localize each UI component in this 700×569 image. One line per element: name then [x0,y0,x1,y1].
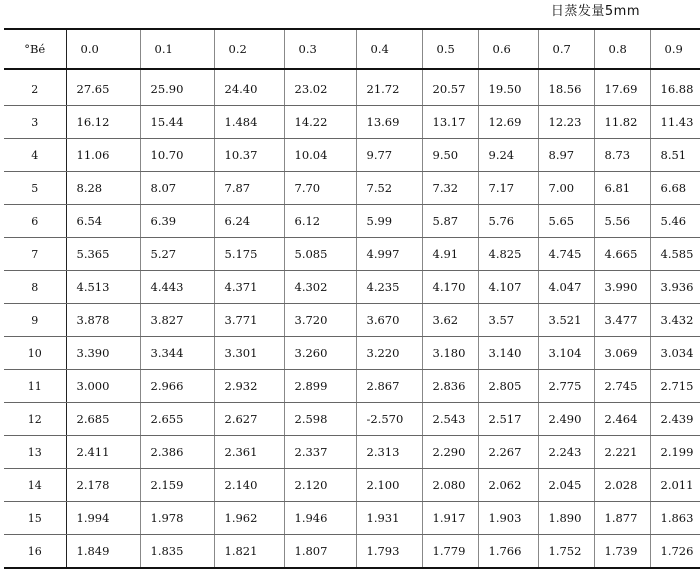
row-label: 15 [4,502,66,535]
table-cell: 6.39 [140,205,214,238]
table-cell: 3.180 [422,337,478,370]
table-cell: 2.899 [284,370,356,403]
table-cell: 3.57 [478,304,538,337]
table-cell: 1.917 [422,502,478,535]
table-cell: 2.290 [422,436,478,469]
table-cell: 1.821 [214,535,284,569]
table-row [4,436,700,469]
table-cell: 10.04 [284,139,356,172]
table-cell: 3.936 [650,271,700,304]
table-cell: 9.24 [478,139,538,172]
table-cell: 2.313 [356,436,422,469]
table-cell: 1.484 [214,106,284,139]
table-cell: 2.267 [478,436,538,469]
row-label: 16 [4,535,66,569]
table-cell: 1.835 [140,535,214,569]
header-row [4,29,700,69]
column-header: 0.8 [594,29,650,69]
table-cell: 1.752 [538,535,594,569]
table-cell: 11.06 [66,139,140,172]
table-cell: 4.371 [214,271,284,304]
column-header: 0.5 [422,29,478,69]
table-cell: 3.62 [422,304,478,337]
table-cell: 1.903 [478,502,538,535]
table-cell: 19.50 [478,69,538,106]
column-header: 0.4 [356,29,422,69]
table-cell: 1.766 [478,535,538,569]
table-cell: 2.517 [478,403,538,436]
table-cell: 3.140 [478,337,538,370]
table-cell: 7.70 [284,172,356,205]
table-cell: 4.170 [422,271,478,304]
row-label: 14 [4,469,66,502]
table-cell: 12.69 [478,106,538,139]
table-row [4,337,700,370]
table-cell: 8.73 [594,139,650,172]
table-cell: 2.080 [422,469,478,502]
table-cell: 2.062 [478,469,538,502]
table-row [4,271,700,304]
table-cell: 3.220 [356,337,422,370]
table-cell: 2.011 [650,469,700,502]
table-cell: 3.069 [594,337,650,370]
row-label: 8 [4,271,66,304]
table-cell: 4.235 [356,271,422,304]
table-cell: 2.655 [140,403,214,436]
table-cell: 5.56 [594,205,650,238]
table-cell: 8.28 [66,172,140,205]
table-cell: 2.464 [594,403,650,436]
stub-header: °Bé [4,29,66,69]
table-cell: 3.521 [538,304,594,337]
table-cell: 2.715 [650,370,700,403]
row-label: 6 [4,205,66,238]
table-cell: 7.00 [538,172,594,205]
column-header: 0.2 [214,29,284,69]
table-cell: 3.260 [284,337,356,370]
table-row [4,69,700,106]
table-cell: 2.199 [650,436,700,469]
table-cell: 2.100 [356,469,422,502]
table-row [4,535,700,569]
table-cell: 13.17 [422,106,478,139]
table-cell: 3.670 [356,304,422,337]
table-cell: 3.301 [214,337,284,370]
table-cell: 1.793 [356,535,422,569]
table-cell: 9.50 [422,139,478,172]
table-cell: 8.07 [140,172,214,205]
table-row [4,502,700,535]
table-cell: 2.598 [284,403,356,436]
table-cell: 25.90 [140,69,214,106]
table-row [4,205,700,238]
table-cell: 2.775 [538,370,594,403]
table-cell: 2.337 [284,436,356,469]
table-cell: 5.365 [66,238,140,271]
table-cell: 6.54 [66,205,140,238]
table-cell: 2.243 [538,436,594,469]
table-cell: 20.57 [422,69,478,106]
table-cell: 1.779 [422,535,478,569]
table-cell: 17.69 [594,69,650,106]
table-row [4,172,700,205]
table-cell: 1.978 [140,502,214,535]
table-cell: 27.65 [66,69,140,106]
table-cell: 6.81 [594,172,650,205]
table-cell: 8.97 [538,139,594,172]
table-cell: 4.302 [284,271,356,304]
table-cell: 18.56 [538,69,594,106]
table-cell: 4.047 [538,271,594,304]
table-cell: 10.37 [214,139,284,172]
table-cell: 2.439 [650,403,700,436]
row-label: 12 [4,403,66,436]
table-cell: 2.361 [214,436,284,469]
table-cell: 3.827 [140,304,214,337]
table-cell: 7.52 [356,172,422,205]
table-cell: 2.627 [214,403,284,436]
row-label: 4 [4,139,66,172]
table-cell: 2.159 [140,469,214,502]
column-header: 0.9 [650,29,700,69]
column-header: 0.0 [66,29,140,69]
table-cell: 3.878 [66,304,140,337]
table-cell: 2.966 [140,370,214,403]
table-cell: 1.890 [538,502,594,535]
table-cell: 6.68 [650,172,700,205]
table-cell: 12.23 [538,106,594,139]
column-header: 0.1 [140,29,214,69]
table-cell: 16.88 [650,69,700,106]
table-header [4,29,700,69]
table-cell: 1.877 [594,502,650,535]
table-cell: 4.745 [538,238,594,271]
table-cell: 16.12 [66,106,140,139]
table-cell: 1.739 [594,535,650,569]
table-cell: 3.344 [140,337,214,370]
table-cell: 2.028 [594,469,650,502]
column-header: 0.7 [538,29,594,69]
table-cell: 11.82 [594,106,650,139]
table-cell: 9.77 [356,139,422,172]
table-cell: 5.085 [284,238,356,271]
table-cell: 2.386 [140,436,214,469]
table-row [4,304,700,337]
table-cell: 1.946 [284,502,356,535]
table-cell: 2.120 [284,469,356,502]
table-cell: 3.990 [594,271,650,304]
table-cell: 1.863 [650,502,700,535]
table-cell: 4.107 [478,271,538,304]
data-table [4,28,700,569]
table-row [4,139,700,172]
column-header: 0.6 [478,29,538,69]
table-row [4,370,700,403]
table-row [4,106,700,139]
table-cell: 8.51 [650,139,700,172]
table-cell: 4.665 [594,238,650,271]
table-row [4,469,700,502]
table-cell: 4.585 [650,238,700,271]
table-cell: 2.805 [478,370,538,403]
table-cell: 2.543 [422,403,478,436]
table-cell: 2.836 [422,370,478,403]
table-cell: 7.17 [478,172,538,205]
row-label: 3 [4,106,66,139]
table-cell: 3.720 [284,304,356,337]
table-cell: 4.825 [478,238,538,271]
table-cell: 10.70 [140,139,214,172]
table-cell: 1.726 [650,535,700,569]
table-cell: 2.490 [538,403,594,436]
table-cell: 7.32 [422,172,478,205]
table-cell: 2.932 [214,370,284,403]
table-cell: -2.570 [356,403,422,436]
table-cell: 1.962 [214,502,284,535]
table-cell: 2.745 [594,370,650,403]
table-cell: 5.65 [538,205,594,238]
table-cell: 3.477 [594,304,650,337]
table-cell: 23.02 [284,69,356,106]
table-cell: 4.91 [422,238,478,271]
table-cell: 5.76 [478,205,538,238]
table-cell: 2.221 [594,436,650,469]
table-cell: 5.27 [140,238,214,271]
table-cell: 4.997 [356,238,422,271]
row-label: 10 [4,337,66,370]
row-label: 2 [4,69,66,106]
table-row [4,403,700,436]
table-cell: 2.867 [356,370,422,403]
table-cell: 11.43 [650,106,700,139]
table-cell: 5.46 [650,205,700,238]
table-cell: 2.140 [214,469,284,502]
table-cell: 6.24 [214,205,284,238]
table-cell: 4.513 [66,271,140,304]
row-label: 9 [4,304,66,337]
table-cell: 13.69 [356,106,422,139]
table-cell: 24.40 [214,69,284,106]
table-cell: 21.72 [356,69,422,106]
table-cell: 1.807 [284,535,356,569]
table-cell: 3.390 [66,337,140,370]
row-label: 11 [4,370,66,403]
row-label: 5 [4,172,66,205]
table-cell: 1.849 [66,535,140,569]
table-cell: 4.443 [140,271,214,304]
table-caption: 日蒸发量5mm [550,4,640,19]
table-cell: 7.87 [214,172,284,205]
table-cell: 2.685 [66,403,140,436]
table-cell: 5.99 [356,205,422,238]
table-cell: 14.22 [284,106,356,139]
table-cell: 5.175 [214,238,284,271]
table-cell: 3.432 [650,304,700,337]
table-cell: 3.000 [66,370,140,403]
table-cell: 3.104 [538,337,594,370]
table-cell: 3.034 [650,337,700,370]
column-header: 0.3 [284,29,356,69]
table-cell: 1.994 [66,502,140,535]
table-cell: 2.045 [538,469,594,502]
table-cell: 6.12 [284,205,356,238]
table-cell: 3.771 [214,304,284,337]
table-body [4,69,700,568]
table-cell: 2.178 [66,469,140,502]
table-cell: 2.411 [66,436,140,469]
table-cell: 1.931 [356,502,422,535]
row-label: 7 [4,238,66,271]
table-cell: 15.44 [140,106,214,139]
row-label: 13 [4,436,66,469]
table-cell: 5.87 [422,205,478,238]
table-row [4,238,700,271]
